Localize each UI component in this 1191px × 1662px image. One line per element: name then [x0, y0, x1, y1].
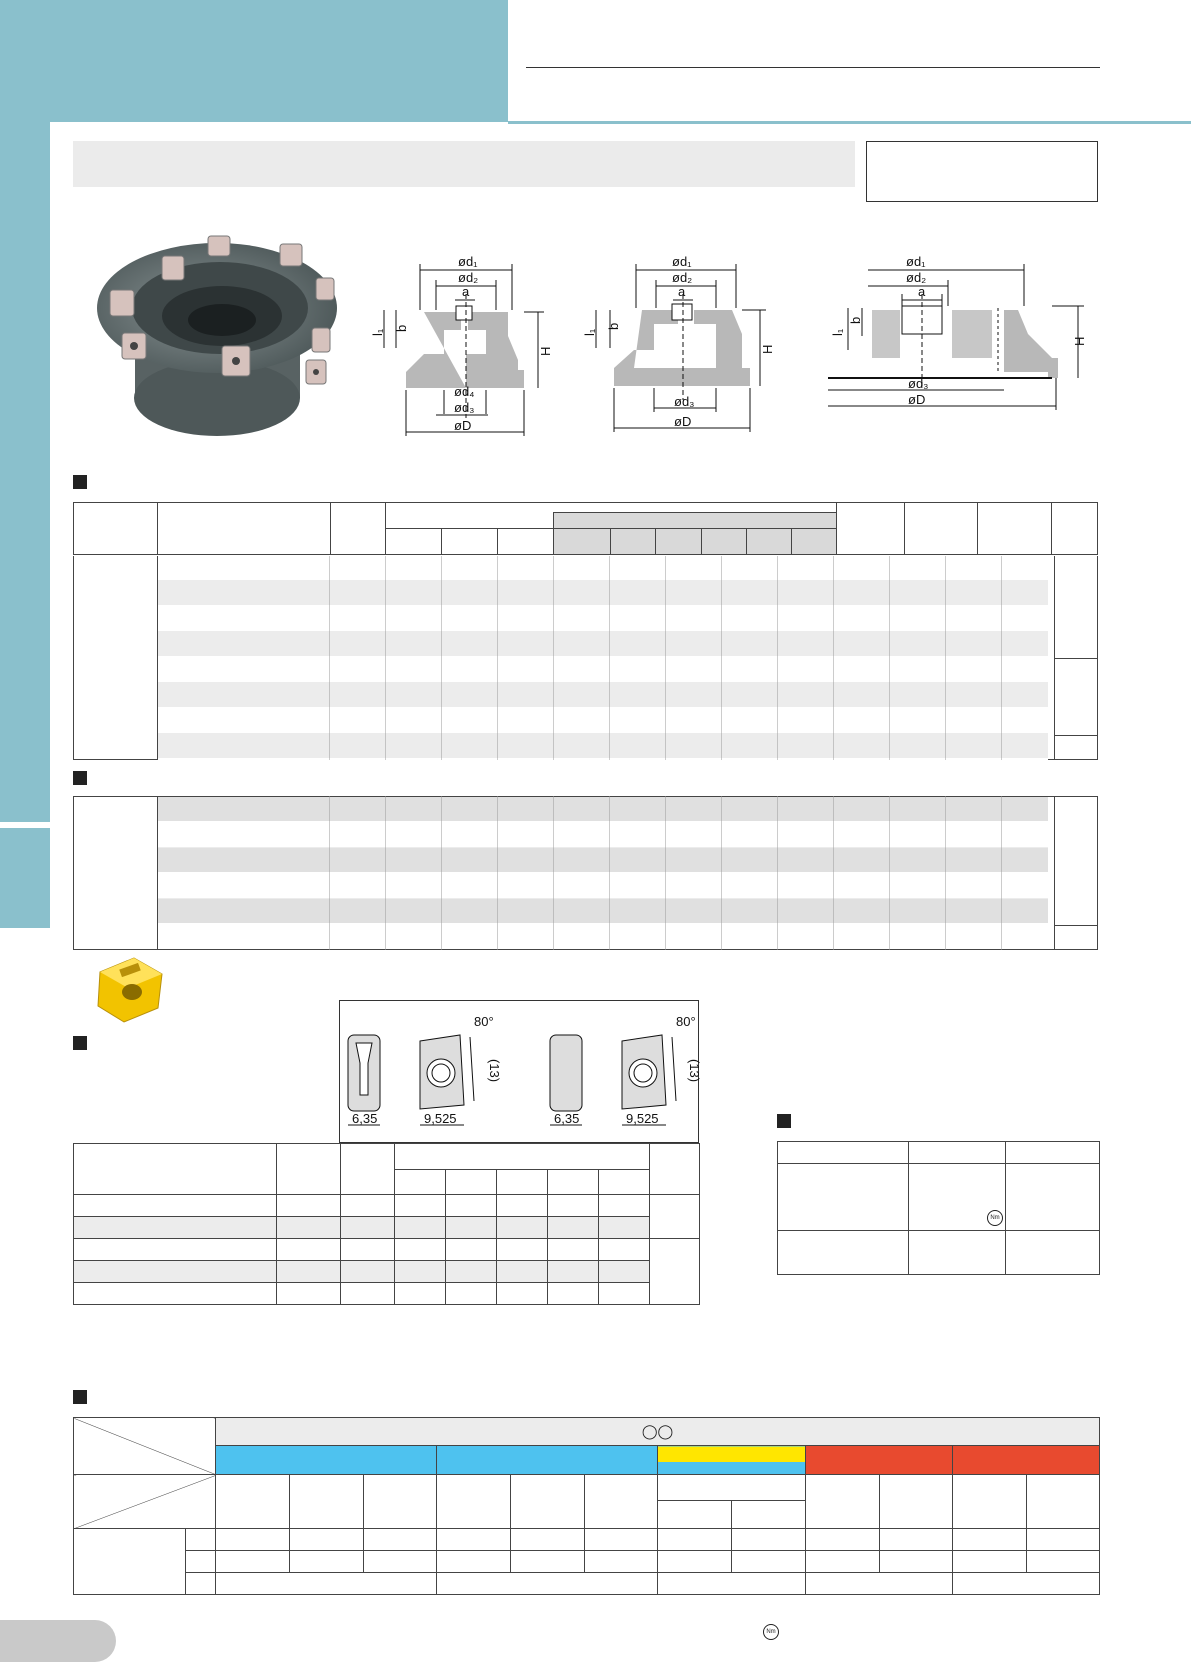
cell	[909, 1231, 1006, 1275]
material-group-red-2	[953, 1446, 1100, 1475]
header-cell	[610, 529, 655, 555]
cell	[341, 1195, 395, 1217]
cell	[953, 1573, 1100, 1595]
dim-D: øD	[454, 418, 472, 433]
cell	[585, 1551, 658, 1573]
cell	[74, 1195, 277, 1217]
corner-cell	[74, 1418, 216, 1475]
cell	[277, 1195, 341, 1217]
cell	[74, 1261, 277, 1283]
cell	[599, 1217, 650, 1239]
header-cell	[977, 503, 1051, 555]
dim-d1: ød₁	[458, 254, 478, 269]
cell	[216, 1573, 437, 1595]
header-cell	[446, 1170, 497, 1195]
dim-d2: ød₂	[458, 270, 479, 285]
section-marker	[777, 1114, 791, 1128]
cell	[732, 1501, 806, 1529]
page-number-tab	[0, 1620, 116, 1662]
dim-d3: ød₃	[674, 394, 695, 409]
cutting-data-table	[73, 1417, 1100, 1595]
insert-height-1: (13)	[487, 1059, 502, 1083]
cell	[1027, 1529, 1100, 1551]
dim-d4: ød₄	[454, 384, 475, 399]
header-cell	[216, 1418, 1100, 1446]
cell	[437, 1529, 511, 1551]
cell	[1027, 1475, 1100, 1529]
header-cell	[650, 1144, 700, 1195]
drawing-type-3	[818, 250, 1100, 440]
cell	[341, 1283, 395, 1305]
cell	[585, 1529, 658, 1551]
cell	[446, 1283, 497, 1305]
table-2-vgrid	[329, 796, 1049, 950]
insert-photo	[94, 952, 166, 1024]
header-cell	[385, 513, 553, 529]
cell	[74, 1239, 277, 1261]
cell	[437, 1551, 511, 1573]
cell	[277, 1283, 341, 1305]
cell	[497, 1261, 548, 1283]
dim-H: H	[1072, 336, 1087, 346]
dim-H: H	[760, 344, 775, 354]
cell	[732, 1551, 806, 1573]
cell	[341, 1261, 395, 1283]
drawing-type-1	[366, 250, 566, 440]
cell	[74, 1217, 277, 1239]
cell	[511, 1551, 585, 1573]
section-marker	[73, 1036, 87, 1050]
material-group-yellow	[658, 1446, 806, 1475]
header-cell	[498, 529, 554, 555]
torque-icon: Nm	[987, 1210, 1003, 1226]
cell	[290, 1551, 364, 1573]
side-band-lower	[0, 828, 50, 928]
header-cell	[442, 529, 498, 555]
insert-dim-thickness-2: 6,35	[554, 1111, 580, 1126]
hline	[1054, 658, 1098, 659]
cell	[650, 1195, 700, 1239]
cell	[658, 1501, 732, 1529]
header-cell	[385, 529, 441, 555]
header-cell	[330, 503, 385, 555]
cell	[548, 1239, 599, 1261]
dim-d2: ød₂	[906, 270, 927, 285]
cell	[806, 1551, 880, 1573]
corner-cell	[74, 1475, 216, 1529]
dim-d2: ød₂	[672, 270, 693, 285]
cell	[658, 1529, 732, 1551]
header-cell	[701, 529, 746, 555]
insert-angle-2: 80°	[676, 1014, 696, 1029]
dim-d1: ød₁	[672, 254, 692, 269]
hline	[1054, 735, 1098, 736]
insert-height-2: (13)	[687, 1059, 702, 1083]
cell	[658, 1551, 732, 1573]
cell	[650, 1239, 700, 1305]
header-cell	[158, 503, 331, 555]
cell	[277, 1217, 341, 1239]
dim-D: øD	[674, 414, 692, 429]
header-cell	[74, 1144, 277, 1195]
header-cell	[554, 529, 610, 555]
side-band	[0, 122, 50, 822]
milling-cutter-photo	[80, 228, 350, 450]
vline	[157, 556, 158, 760]
header-cell	[909, 1142, 1006, 1164]
cell	[497, 1217, 548, 1239]
section-marker	[73, 475, 87, 489]
cell	[290, 1475, 364, 1529]
header-rule-teal	[508, 121, 1191, 124]
cell	[341, 1239, 395, 1261]
cell	[953, 1529, 1027, 1551]
cell	[395, 1239, 446, 1261]
cell	[511, 1475, 585, 1529]
section-marker	[73, 771, 87, 785]
header-cell	[1051, 503, 1097, 555]
vline	[1054, 796, 1055, 950]
cell	[395, 1217, 446, 1239]
material-group-red-1	[806, 1446, 953, 1475]
cell	[74, 1529, 186, 1595]
header-cell	[277, 1144, 341, 1195]
header-band-left	[0, 0, 508, 122]
dim-b: b	[848, 316, 863, 324]
header-cell	[395, 1144, 650, 1170]
vline	[157, 796, 158, 950]
cell	[364, 1551, 437, 1573]
header-cell	[746, 529, 791, 555]
torque-icon: Nm	[763, 1624, 779, 1640]
cell	[953, 1475, 1027, 1529]
cell	[658, 1573, 806, 1595]
dim-D: øD	[908, 392, 926, 407]
header-cell	[548, 1170, 599, 1195]
cell	[437, 1573, 658, 1595]
header-cell	[792, 529, 837, 555]
cell	[880, 1475, 953, 1529]
insert-angle-1: 80°	[474, 1014, 494, 1029]
dim-H: H	[538, 346, 553, 356]
header-cell	[385, 503, 836, 513]
cell	[216, 1475, 290, 1529]
header-cell	[554, 513, 837, 529]
cell	[548, 1283, 599, 1305]
cell	[186, 1551, 216, 1573]
cell	[497, 1195, 548, 1217]
cell	[364, 1475, 437, 1529]
insert-dim-width-2: 9,525	[626, 1111, 659, 1126]
cell	[778, 1164, 909, 1231]
dim-a: a	[918, 284, 926, 299]
dim-a: a	[462, 284, 470, 299]
header-cell	[837, 503, 905, 555]
cell	[953, 1551, 1027, 1573]
cell	[732, 1529, 806, 1551]
dim-d3: ød₃	[454, 400, 475, 415]
cell	[446, 1239, 497, 1261]
cell	[778, 1231, 909, 1275]
material-group-blue-1	[216, 1446, 437, 1475]
cell	[446, 1195, 497, 1217]
header-cell	[905, 503, 977, 555]
header-cell	[655, 529, 701, 555]
header-rule	[526, 67, 1100, 68]
cell	[277, 1239, 341, 1261]
insert-table	[73, 1143, 700, 1305]
header-cell	[1006, 1142, 1100, 1164]
cell	[806, 1573, 953, 1595]
dim-b: b	[394, 324, 409, 332]
cell	[216, 1529, 290, 1551]
insert-drawing	[340, 1001, 702, 1142]
cell	[1006, 1164, 1100, 1231]
dim-b: b	[606, 322, 621, 330]
cell	[806, 1529, 880, 1551]
cell	[186, 1529, 216, 1551]
cell	[74, 1283, 277, 1305]
cell	[548, 1217, 599, 1239]
cell	[216, 1551, 290, 1573]
dim-l1: l₁	[830, 328, 845, 336]
material-group-blue-2	[437, 1446, 658, 1475]
drawing-type-2	[576, 250, 786, 440]
cell	[599, 1239, 650, 1261]
header-cell	[341, 1144, 395, 1195]
cutter-table-1	[73, 502, 1098, 555]
cell	[497, 1239, 548, 1261]
dim-l1: l₁	[370, 328, 385, 336]
cell	[1027, 1551, 1100, 1573]
header-cell	[74, 503, 158, 555]
header-cell	[599, 1170, 650, 1195]
symbol-label: ◯◯	[641, 1423, 674, 1439]
hline	[1054, 925, 1098, 926]
cell	[497, 1283, 548, 1305]
cell	[880, 1529, 953, 1551]
cell	[395, 1195, 446, 1217]
cell	[806, 1475, 880, 1529]
insert-dim-width-1: 9,525	[424, 1111, 457, 1126]
cell	[437, 1475, 511, 1529]
dim-a: a	[678, 284, 686, 299]
cell	[585, 1475, 658, 1529]
cell	[341, 1217, 395, 1239]
cell	[599, 1261, 650, 1283]
cell	[658, 1475, 806, 1501]
cell	[599, 1283, 650, 1305]
section-marker	[73, 1390, 87, 1404]
cell	[395, 1283, 446, 1305]
title-bar	[73, 141, 855, 187]
cell	[511, 1529, 585, 1551]
cell	[599, 1195, 650, 1217]
cell	[446, 1217, 497, 1239]
dim-d3: ød₃	[908, 376, 929, 391]
table-1-vgrid	[329, 556, 1049, 760]
header-cell	[497, 1170, 548, 1195]
cell	[880, 1551, 953, 1573]
cell	[186, 1573, 216, 1595]
cell	[290, 1529, 364, 1551]
cell	[909, 1164, 1006, 1231]
spare-parts-table	[777, 1141, 1100, 1275]
title-box	[866, 141, 1098, 202]
insert-dim-thickness-1: 6,35	[352, 1111, 378, 1126]
dim-d1: ød₁	[906, 254, 926, 269]
cell	[1006, 1231, 1100, 1275]
cell	[277, 1261, 341, 1283]
header-cell	[395, 1170, 446, 1195]
cell	[548, 1261, 599, 1283]
cell	[548, 1195, 599, 1217]
cell	[395, 1261, 446, 1283]
cell	[364, 1529, 437, 1551]
header-cell	[778, 1142, 909, 1164]
dim-l1: l₁	[582, 328, 597, 336]
cell	[446, 1261, 497, 1283]
